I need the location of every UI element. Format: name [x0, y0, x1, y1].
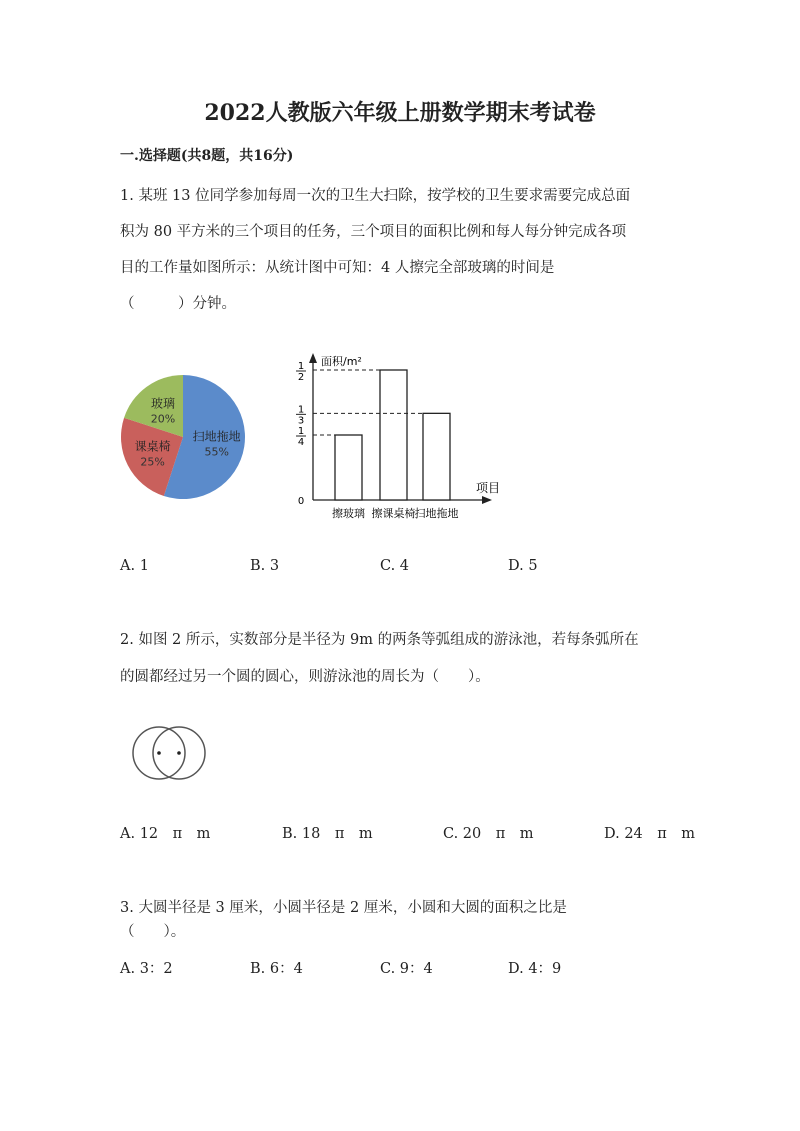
bar	[423, 413, 450, 500]
pie-chart	[121, 375, 245, 499]
q1-line: 积为 80 平方米的三个项目的任务，三个项目的面积比例和每人每分钟完成各项	[120, 224, 627, 240]
y-tick-numerator: 1	[297, 426, 305, 437]
bar-chart	[296, 353, 500, 520]
option-c[interactable]: C. 20 π m	[443, 826, 534, 842]
option-c[interactable]: C. 9：4	[380, 961, 433, 977]
option-b[interactable]: B. 18 π m	[282, 826, 373, 842]
q2-line: 2. 如图 2 所示，实数部分是半径为 9m 的两条等弧组成的游泳池，若每条弧所在	[120, 632, 639, 648]
section-heading: 一.选择题(共8题，共16分)	[120, 148, 294, 164]
y-tick-numerator: 1	[297, 404, 305, 416]
q1-line: （ ）分钟。	[120, 296, 236, 312]
y-axis-label: 面积/m²	[321, 355, 362, 368]
q3-line: 3. 大圆半径是 3 厘米，小圆半径是 2 厘米，小圆和大圆的面积之比是	[120, 900, 567, 916]
page-title: 2022人教版六年级上册数学期末考试卷	[204, 100, 596, 126]
x-tick-label: 擦玻璃	[332, 507, 365, 520]
y-tick-numerator: 1	[297, 361, 305, 372]
y-tick-denominator: 4	[297, 437, 305, 448]
pie-percent: 25%	[140, 455, 165, 469]
pie-percent: 55%	[204, 445, 229, 459]
y-tick-denominator: 2	[297, 372, 305, 383]
y-axis-arrow	[309, 353, 317, 363]
option-c[interactable]: C. 4	[380, 558, 410, 574]
two-circles-figure	[128, 722, 213, 782]
q3-line: （ ）。	[120, 924, 186, 940]
x-tick-label: 扫地拖地	[414, 507, 459, 520]
y-tick-denominator: 3	[297, 415, 305, 427]
option-d[interactable]: D. 4：9	[508, 961, 562, 977]
q2-line: 的圆都经过另一个圆的圆心，则游泳池的周长为（ ）。	[120, 669, 490, 685]
bar	[380, 370, 407, 500]
x-tick-label: 擦课桌椅	[371, 507, 416, 520]
option-b[interactable]: B. 6：4	[250, 961, 303, 977]
option-a[interactable]: A. 12 π m	[120, 826, 211, 842]
option-a[interactable]: A. 1	[120, 558, 149, 574]
pie-percent: 20%	[150, 412, 176, 426]
pie-label: 玻璃	[150, 396, 175, 411]
q1-line: 1. 某班 13 位同学参加每周一次的卫生大扫除，按学校的卫生要求需要完成总面	[120, 188, 631, 204]
x-axis-label: 项目	[476, 481, 501, 495]
q1-line: 目的工作量如图所示：从统计图中可知：4 人擦完全部玻璃的时间是	[120, 260, 555, 276]
x-axis-arrow	[482, 496, 492, 504]
pie-label: 课桌椅	[134, 439, 171, 454]
q1-figures	[110, 345, 510, 535]
option-a[interactable]: A. 3：2	[120, 961, 173, 977]
option-b[interactable]: B. 3	[250, 558, 280, 574]
pie-label: 扫地拖地	[192, 429, 241, 444]
option-d[interactable]: D. 24 π m	[604, 826, 696, 842]
option-d[interactable]: D. 5	[508, 558, 538, 574]
bar	[335, 435, 362, 500]
y-tick-zero: 0	[297, 496, 305, 507]
